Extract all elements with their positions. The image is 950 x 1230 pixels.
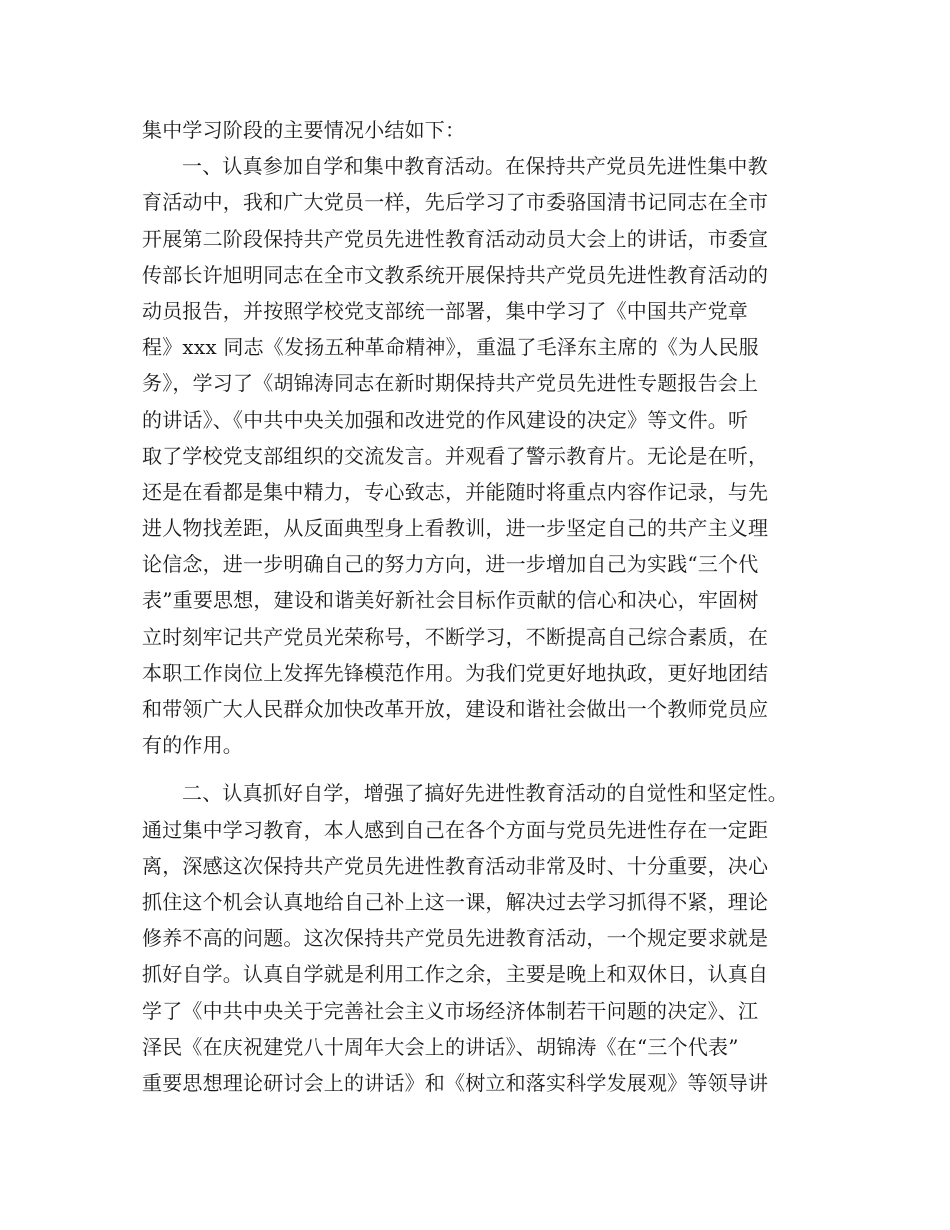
paragraph-2-line: 抓住这个机会认真地给自己补上这一课，解决过去学习抓得不紧，理论 [142, 889, 769, 914]
document-body [142, 112, 842, 1101]
paragraph-gap [142, 763, 842, 775]
paragraph-2-line: 离，深感这次保持共产党员先进性教育活动非常及时、十分重要，决心 [142, 853, 769, 878]
paragraph-2-line: 泽民《在庆祝建党八十周年大会上的讲话》、胡锦涛《在“三个代表” [142, 1034, 739, 1059]
paragraph-1-line: 一、认真参加自学和集中教育活动。在保持共产党员先进性集中教 [182, 154, 768, 179]
paragraph-1-line: 论信念，进一步明确自己的努力方向，进一步增加自己为实践“三个代 [142, 552, 759, 577]
paragraph-1-line: 本职工作岗位上发挥先锋模范作用。为我们党更好地执政，更好地团结 [142, 660, 769, 685]
paragraph-1-line: 动员报告，并按照学校党支部统一部署，集中学习了《中国共产党章 [142, 298, 748, 323]
paragraph-1-line: 传部长许旭明同志在全市文教系统开展保持共产党员先进性教育活动的 [142, 262, 769, 287]
paragraph-1-line: 开展第二阶段保持共产党员先进性教育活动动员大会上的讲话，市委宣 [142, 226, 769, 251]
intro-line: 集中学习阶段的主要情况小结如下： [142, 118, 466, 142]
paragraph-2-line: 学了《中共中央关于完善社会主义市场经济体制若干问题的决定》、江 [142, 998, 759, 1023]
paragraph-2-line: 二、认真抓好自学，增强了搞好先进性教育活动的自觉性和坚定性。 [182, 781, 788, 806]
paragraph-1-line: 务》，学习了《胡锦涛同志在新时期保持共产党员先进性专题报告会上 [142, 371, 759, 396]
paragraph-1-line: 育活动中，我和广大党员一样，先后学习了市委骆国清书记同志在全市 [142, 190, 769, 215]
paragraph-1-line: 程》xxx 同志《发扬五种革命精神》，重温了毛泽东主席的《为人民服 [142, 335, 759, 360]
paragraph-1-line: 还是在看都是集中精力，专心致志，并能随时将重点内容作记录，与先 [142, 479, 769, 504]
paragraph-2-line: 通过集中学习教育，本人感到自己在各个方面与党员先进性存在一定距 [142, 817, 769, 842]
paragraph-2-line: 修养不高的问题。这次保持共产党员先进教育活动，一个规定要求就是 [142, 926, 769, 951]
paragraph-1-line: 立时刻牢记共产党员光荣称号，不断学习，不断提高自己综合素质，在 [142, 624, 769, 649]
paragraph-1-line: 的讲话》、《中共中央关加强和改进党的作风建设的决定》等文件。听 [142, 407, 749, 432]
paragraph-1-line: 进人物找差距，从反面典型身上看教训，进一步坚定自己的共产主义理 [142, 516, 769, 541]
paragraph-1-line: 有的作用。 [142, 733, 243, 758]
paragraph-1-line: 表”重要思想，建设和谐美好新社会目标作贡献的信心和决心，牢固树 [142, 588, 759, 613]
paragraph-2 [142, 775, 842, 1101]
paragraph-1 [142, 148, 842, 763]
paragraph-2-line: 重要思想理论研讨会上的讲话》和《树立和落实科学发展观》等领导讲 [142, 1070, 769, 1095]
paragraph-1-line: 取了学校党支部组织的交流发言。并观看了警示教育片。无论是在听， [142, 443, 769, 468]
paragraph-2-line: 抓好自学。认真自学就是利用工作之余，主要是晚上和双休日，认真自 [142, 962, 769, 987]
paragraph-1-line: 和带领广大人民群众加快改革开放，建设和谐社会做出一个教师党员应 [142, 697, 769, 721]
